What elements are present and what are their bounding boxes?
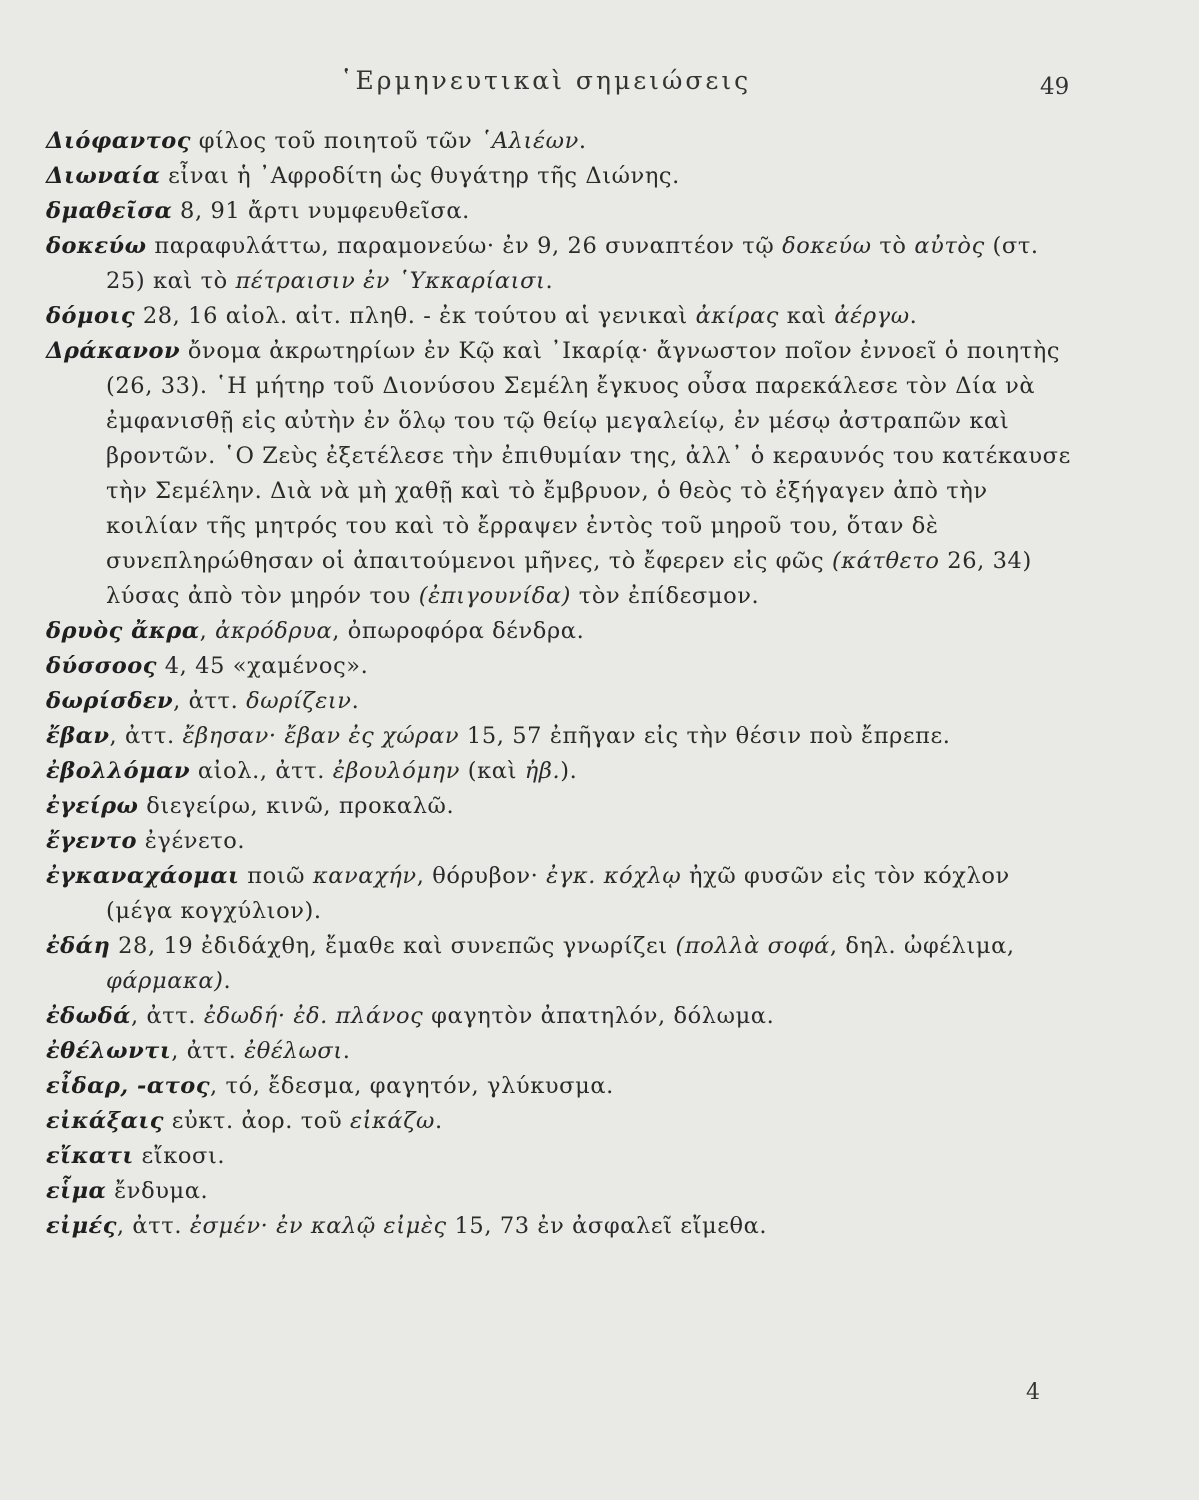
headword: ἐδωδά [46,1003,131,1029]
headword: εἶδαρ, -ατος [46,1073,211,1099]
glossary-entry: ἐθέλωντι, ἀττ. ἐθέλωσι. [46,1038,351,1064]
glossary-entry: εἰμές, ἀττ. ἐσμέν· ἐν καλῷ εἰμὲς 15, 73 ἐν ἀσφαλεῖ εἴμεθα. [46,1213,768,1239]
headword: ἐγείρω [46,793,139,819]
page-number: 49 [1040,74,1070,100]
headword: δρυὸς ἄκρα [46,618,200,644]
running-title: ῾Ερμηνευτικαὶ σημειώσεις [340,66,752,95]
glossary-entry: ἐβολλόμαν αἰολ., ἀττ. ἐβουλόμην (καὶ ἠβ.). [46,758,578,784]
headword: εἰμές [46,1213,117,1239]
glossary-entry: εἰκάξαις εὐκτ. ἀορ. τοῦ εἰκάζω. [46,1108,443,1134]
glossary-entry: Δράκανον ὄνομα ἀκρωτηρίων ἐν Κῷ καὶ ᾿Ικαρίᾳ· ἄγνωστον ποῖον ἐννοεῖ ὁ ποιητὴς (26, 33). ῾Η μήτηρ τοῦ Διονύσου Σεμέλη ἔγκυος οὖσα παρεκάλεσε τὸν Δία νὰ ἐμφανισθῇ εἰς αὐτὴν ἐν ὅλῳ του τῷ θείῳ μεγαλείῳ, ἐν μέσῳ ἀστραπῶν καὶ βροντῶν. ῾Ο Ζεὺς ἐξετέλεσε τὴν ἐπιθυμίαν της, ἀλλ᾿ ὁ κεραυνός του κατέκαυσε τὴν Σεμέλην. Διὰ νὰ μὴ χαθῇ καὶ τὸ ἔμβρυον, ὁ θεὸς τὸ ἐξήγαγεν ἀπὸ τὴν κοιλίαν τῆς μητρός του καὶ τὸ ἔρραψεν ἐντὸς τοῦ μηροῦ του, ὅταν δὲ συνεπληρώθησαν οἱ ἀπαιτούμενοι μῆνες, τὸ ἔφερεν εἰς φῶς (κάτθετο 26, 34) λύσας ἀπὸ τὸν μηρόν του (ἐπιγουνίδα) τὸν ἐπίδεσμον. [46,338,1071,609]
glossary-entry: δύσσοος 4, 45 «χαμένος». [46,653,369,679]
headword: Δράκανον [46,338,181,364]
headword: Διωναία [46,163,161,189]
signature-mark: 4 [1026,1380,1040,1405]
glossary-entry: εἶδαρ, -ατος, τό, ἔδεσμα, φαγητόν, γλύκυσμα. [46,1073,614,1099]
glossary-entry: δόμοις 28, 16 αἰολ. αἰτ. πληθ. - ἐκ τούτου αἱ γενικαὶ ἀκίρας καὶ ἀέργω. [46,303,918,329]
glossary-entry: ἔγεντο ἐγένετο. [46,828,246,854]
headword: δμαθεῖσα [46,198,173,224]
glossary-entry: ἐγείρω διεγείρω, κινῶ, προκαλῶ. [46,793,455,819]
headword: εἷμα [46,1178,107,1204]
glossary-entry: Διωναία εἶναι ἡ ᾿Αφροδίτη ὡς θυγάτηρ τῆς Διώνης. [46,163,680,189]
headword: ἐθέλωντι [46,1038,172,1064]
glossary-entry: εἴκατι εἴκοσι. [46,1143,226,1169]
headword: ἐγκαναχάομαι [46,863,240,889]
headword: δόμοις [46,303,136,329]
headword: ἔγεντο [46,828,137,854]
glossary-entry: δρυὸς ἄκρα, ἀκρόδρυα, ὀπωροφόρα δένδρα. [46,618,585,644]
glossary-entry: εἷμα ἔνδυμα. [46,1178,209,1204]
glossary-entry: Διόφαντος φίλος τοῦ ποιητοῦ τῶν ῾Αλιέων. [46,128,587,154]
headword: δωρίσδεν [46,688,174,714]
glossary-entry: δμαθεῖσα 8, 91 ἄρτι νυμφευθεῖσα. [46,198,470,224]
headword: ἔβαν [46,723,110,749]
headword: ἐβολλόμαν [46,758,191,784]
glossary-entry: ἔβαν, ἀττ. ἔβησαν· ἔβαν ἐς χώραν 15, 57 ἐπῆγαν εἰς τὴν θέσιν ποὺ ἔπρεπε. [46,723,951,749]
headword: εἰκάξαις [46,1108,164,1134]
headword: δοκεύω [46,233,147,259]
glossary-entry: ἐδάη 28, 19 ἐδιδάχθη, ἔμαθε καὶ συνεπῶς γνωρίζει (πολλὰ σοφά, δηλ. ὠφέλιμα, φάρμακα). [46,933,1015,994]
headword: δύσσοος [46,653,158,679]
glossary-entries [46,124,1076,1244]
glossary-entry: δωρίσδεν, ἀττ. δωρίζειν. [46,688,360,714]
headword: Διόφαντος [46,128,191,154]
glossary-entry: δοκεύω παραφυλάττω, παραμονεύω· ἐν 9, 26 συναπτέον τῷ δοκεύω τὸ αὐτὸς (στ. 25) καὶ τὸ πέτραισιν ἐν ῾Υκκαρίαισι. [46,233,1039,294]
headword: ἐδάη [46,933,111,959]
glossary-entry: ἐγκαναχάομαι ποιῶ καναχήν, θόρυβον· ἐγκ. κόχλῳ ἠχῶ φυσῶν εἰς τὸν κόχλον (μέγα κογχύλιον). [46,863,1010,924]
glossary-entry: ἐδωδά, ἀττ. ἐδωδή· ἐδ. πλάνος φαγητὸν ἀπατηλόν, δόλωμα. [46,1003,775,1029]
headword: εἴκατι [46,1143,134,1169]
